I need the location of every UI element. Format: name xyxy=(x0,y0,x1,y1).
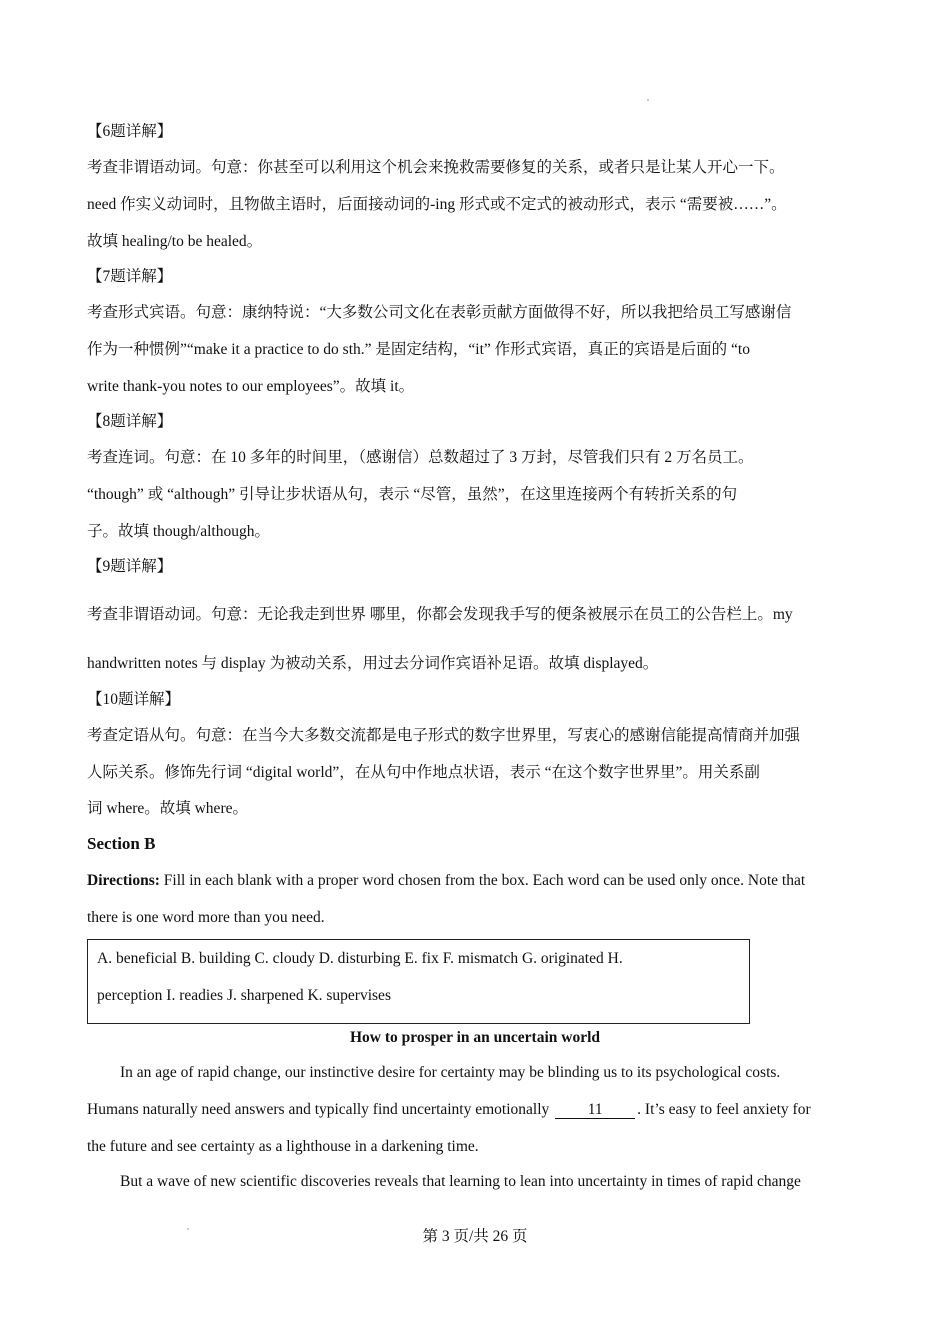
blank-11: 11 xyxy=(555,1101,635,1119)
q6-line-2: need 作实义动词时，且物做主语时，后面接动词的-ing 形式或不定式的被动形式，表示 “需要被……”。 xyxy=(87,196,787,213)
q10-line-2: 人际关系。修饰先行词 “digital world”，在从句中作地点状语，表示 “在这个数字世界里”。用关系副 xyxy=(87,764,760,781)
q10-line-3: 词 where。故填 where。 xyxy=(87,800,248,817)
q9-line-2: handwritten notes 与 display 为被动关系，用过去分词作宾语补足语。故填 displayed。 xyxy=(87,655,659,672)
directions-line-2: there is one word more than you need. xyxy=(87,909,325,926)
passage-p1-line-2 xyxy=(87,1100,863,1120)
q7-line-2: 作为一种惯例”“make it a practice to do sth.” 是固定结构，“it” 作形式宾语，真正的宾语是后面的 “to xyxy=(87,341,750,358)
q10-line-1: 考查定语从句。句意：在当今大多数交流都是电子形式的数字世界里，写衷心的感谢信能提高情商并加强 xyxy=(87,727,801,744)
q8-heading: 【8题详解】 xyxy=(87,413,173,430)
q7-line-1: 考查形式宾语。句意：康纳特说：“大多数公司文化在表彰贡献方面做得不好，所以我把给员工写感谢信 xyxy=(87,304,792,321)
q8-line-3: 子。故填 though/although。 xyxy=(87,523,270,540)
scan-speck xyxy=(647,99,649,101)
word-box xyxy=(87,939,750,1024)
passage-p1-line-3: the future and see certainty as a lighthouse in a darkening time. xyxy=(87,1138,479,1155)
passage-p1-line-1: In an age of rapid change, our instinctive desire for certainty may be blinding us to its psychological costs. xyxy=(120,1064,781,1081)
q6-line-3: 故填 healing/to be healed。 xyxy=(87,233,263,250)
passage-p2-line-1: But a wave of new scientific discoveries reveals that learning to lean into uncertainty in times of rapid change xyxy=(120,1173,801,1190)
q7-heading: 【7题详解】 xyxy=(87,268,173,285)
q9-heading: 【9题详解】 xyxy=(87,558,173,575)
directions-text: Fill in each blank with a proper word chosen from the box. Each word can be used only once. Note that xyxy=(159,872,806,889)
word-box-line-1: A. beneficial B. building C. cloudy D. disturbing E. fix F. mismatch G. originated H. xyxy=(97,950,623,967)
section-title: Section B xyxy=(87,834,156,853)
q7-line-3: write thank-you notes to our employees”。故填 it。 xyxy=(87,378,415,395)
q8-line-2: “though” 或 “although” 引导让步状语从句，表示 “尽管，虽然”，在这里连接两个有转折关系的句 xyxy=(87,486,738,503)
page-number: 第 3 页/共 26 页 xyxy=(422,1228,528,1245)
q10-heading: 【10题详解】 xyxy=(87,691,181,708)
passage-p1-line-2-after: . It’s easy to feel anxiety for xyxy=(637,1101,811,1118)
word-box-line-2: perception I. readies J. sharpened K. supervises xyxy=(97,987,391,1004)
directions-line-1 xyxy=(87,871,863,891)
passage-p1-line-2-before: Humans naturally need answers and typically find uncertainty emotionally xyxy=(87,1101,554,1118)
directions-label: Directions: xyxy=(87,872,160,889)
q9-line-1: 考查非谓语动词。句意：无论我走到世界 哪里，你都会发现我手写的便条被展示在员工的公告栏上。my xyxy=(87,606,793,623)
q8-line-1: 考查连词。句意：在 10 多年的时间里，（感谢信）总数超过了 3 万封，尽管我们只有 2 万名员工。 xyxy=(87,449,754,466)
passage-title: How to prosper in an uncertain world xyxy=(349,1029,601,1046)
q6-heading: 【6题详解】 xyxy=(87,123,173,140)
q6-line-1: 考查非谓语动词。句意：你甚至可以利用这个机会来挽救需要修复的关系，或者只是让某人开心一下。 xyxy=(87,159,785,176)
